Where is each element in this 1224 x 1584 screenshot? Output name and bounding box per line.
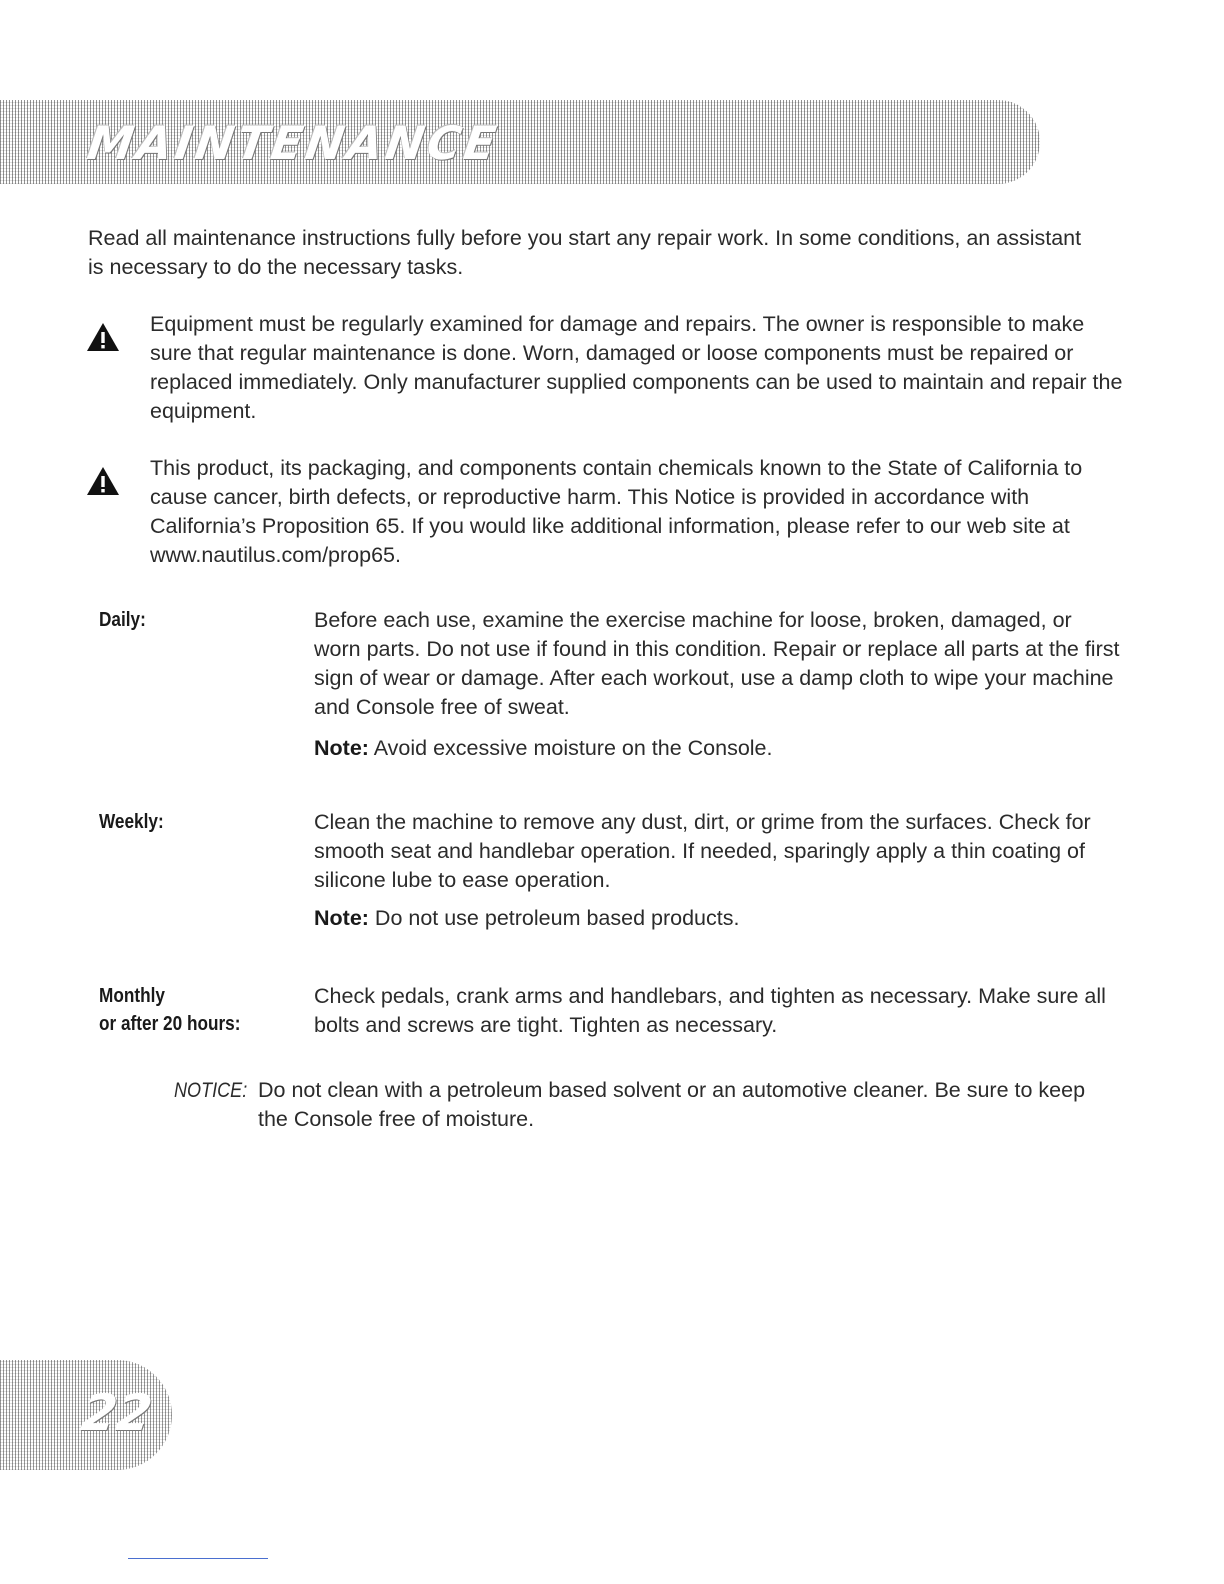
monthly-label (99, 982, 271, 1038)
warning-paragraph-maintenance: Equipment must be regularly examined for damage and repairs. The owner is responsible to make sure that regular maintenance is done. Worn, damaged or loose components must be repaired or replaced immediately. Only manufacturer supplied components can be used to maintain and repair the equipment. (150, 312, 1123, 423)
daily-note (314, 734, 1124, 763)
monthly-label-line2: or after 20 hours: (99, 1013, 241, 1035)
weekly-note (314, 904, 1124, 933)
note-label: Note: (314, 906, 369, 930)
footer-rule (128, 1558, 268, 1559)
weekly-description: Clean the machine to remove any dust, dirt, or grime from the surfaces. Check for smooth seat and handlebar operation. If needed, sparingly apply a thin coating of silicone lube to ease operation. (314, 810, 1091, 892)
warning-triangle-icon (86, 466, 120, 496)
page-number: 22 (77, 1384, 156, 1442)
note-text: Do not use petroleum based products. (368, 906, 740, 930)
daily-description: Before each use, examine the exercise machine for loose, broken, damaged, or worn parts. Do not use if found in this condition. Repair or replace all parts at the first sign of wear or damage. After each workout, use a damp cloth to wipe your machine and Console free of sweat. (314, 608, 1120, 719)
notice-label: NOTICE: (174, 1079, 248, 1102)
page-title: MAINTENANCE (84, 116, 503, 170)
daily-label: Daily: (99, 609, 146, 631)
warning-paragraph-prop65: This product, its packaging, and components contain chemicals known to the State of California to cause cancer, birth defects, or reproductive harm. This Notice is provided in accordance with California’s Proposition 65. If you would like additional information, please refer to our web site at www.nautilus.com/prop65. (150, 456, 1083, 567)
notice-text: Do not clean with a petroleum based solvent or an automotive cleaner. Be sure to keep the Console free of moisture. (258, 1078, 1086, 1131)
note-text: Avoid excessive moisture on the Console. (368, 736, 773, 760)
note-label: Note: (314, 736, 369, 760)
warning-triangle-icon (86, 322, 120, 352)
monthly-label-line1: Monthly (99, 985, 165, 1007)
monthly-description: Check pedals, crank arms and handlebars, and tighten as necessary. Make sure all bolts and screws are tight. Tighten as necessary. (314, 984, 1106, 1037)
intro-paragraph: Read all maintenance instructions fully before you start any repair work. In some conditions, an assistant is necessary to do the necessary tasks. (88, 226, 1082, 279)
weekly-label: Weekly: (99, 811, 164, 833)
